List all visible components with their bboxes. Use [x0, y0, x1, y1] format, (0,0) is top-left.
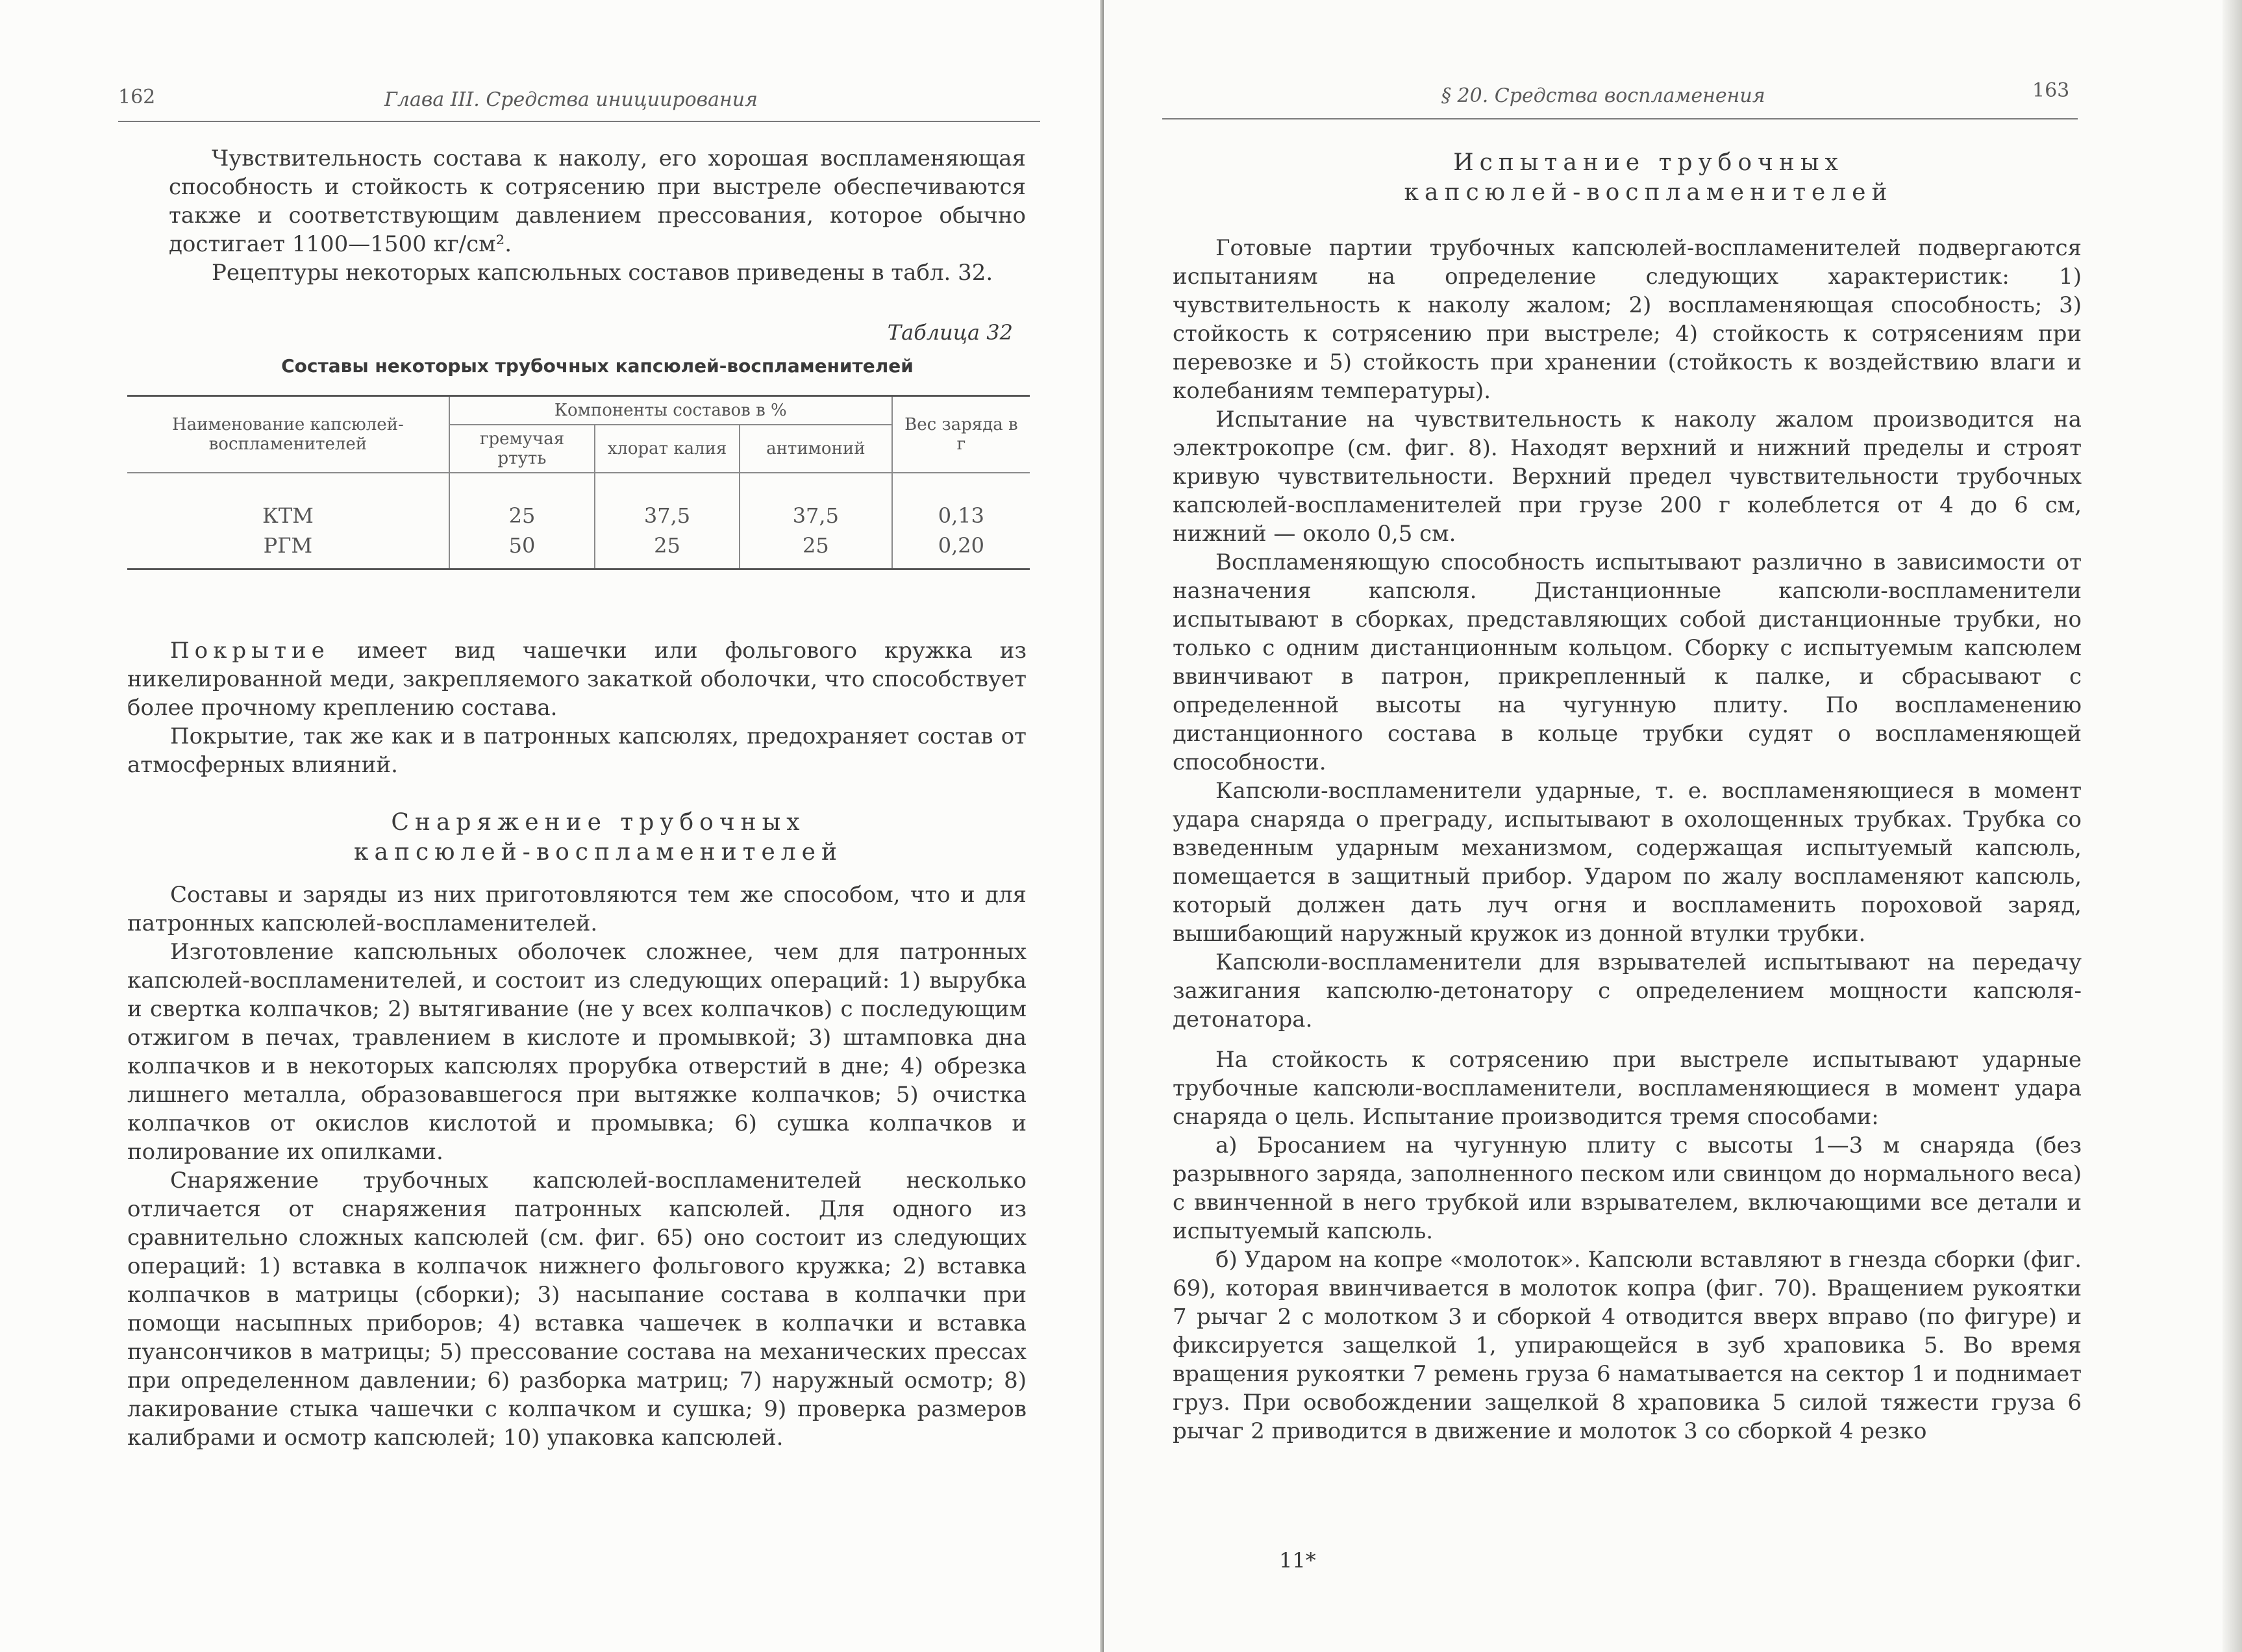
- table-subheader: гремучая ртуть: [449, 425, 595, 473]
- cover-text: имеет вид чашечки или фольгового кружка из никелированной меди, закрепляемого закаткой оболочки, что способствует более прочному креплению состава.: [127, 638, 1027, 721]
- table-cell: 25: [740, 531, 892, 569]
- body-paragraph: Капсюли-воспламенители для взрывателей испытывают на передачу зажигания капсюлю-детонатору с определением мощности капсюля-детонатора.: [1173, 949, 2082, 1032]
- right-header-rule: [1162, 118, 2078, 119]
- table-cell: 0,20: [892, 531, 1030, 569]
- table-subheader: хлорат калия: [595, 425, 740, 473]
- section-title-testing-2: капсюлей-воспламенителей: [1404, 179, 1893, 206]
- body-paragraph: б) Ударом на копре «молоток». Капсюли вставляют в гнезда сборки (фиг. 69), которая ввинчивается в молоток копра (фиг. 70). Вращением рукоятки 7 рычаг 2 с молотком 3 и сборкой 4 отводится вверх вправо (по фигуре) и фиксируется защелкой 1, упирающейся в зуб храповика 5. Во время вращения рукоятки 7 ремень груза 6 наматывается на сектор 1 и поднимает груз. При освобождении защелкой 8 храповика 5 силой тяжести груза 6 рычаг 2 приводится в движение и молоток 3 со сборкой 4 резко: [1173, 1247, 2082, 1444]
- body-paragraph: Капсюли-воспламенители ударные, т. е. воспламеняющиеся в момент удара снаряда о преграду, испытывают в охолощенных трубках. Трубка со взведенным ударным механизмом, содержащая испытуемый капсюль, помещается в защитный прибор. Ударом по жалу воспламеняют капсюль, который должен дать луч огня и воспламенить пороховой заряд, вышибающий наружный кружок из донной втулки трубки.: [1173, 778, 2082, 947]
- right-body: [1173, 148, 2082, 1446]
- table-subheader: антимоний: [740, 425, 892, 473]
- right-page-number: 163: [2032, 79, 2070, 102]
- table-row: [127, 531, 1030, 569]
- left-intro: [169, 144, 1026, 381]
- table-cell: 25: [595, 531, 740, 569]
- section-title-equipping: Снаряжение трубочных: [391, 809, 806, 836]
- table-cell-name: РГМ: [127, 531, 449, 569]
- right-page: [1104, 0, 2242, 1652]
- body-paragraph: Снаряжение трубочных капсюлей-воспламенителей несколько отличается от снаряжения патронных капсюлей. Для одного из сравнительно сложных капсюлей (см. фиг. 65) оно состоит из следующих операций: 1) вставка в колпачок нижнего фольгового кружка; 2) вставка колпачков в матрицы (сборки); 3) насыпание состава в колпачки при помощи насыпных приборов; 4) вставка чашечек в колпачки и вставка пуансончиков в матрицы; 5) прессование состава на механических прессах при определенном давлении; 6) разборка матриц; 7) наружный осмотр; 8) лакирование стыка чашечки с колпачком и сушка; 9) проверка размеров калибрами и осмотр капсюлей; 10) упаковка капсюлей.: [127, 1168, 1027, 1451]
- table-cell: 25: [449, 473, 595, 531]
- left-page-number: 162: [118, 86, 156, 108]
- body-paragraph: Испытание на чувствительность к наколу жалом производится на электрокопре (см. фиг. 8). Находят верхний и нижний пределы и строят кривую чувствительности. Верхний предел чувствительности трубочных капсюлей-воспламенителей при грузе 200 г колеблется от 4 до 6 см, нижний — около 0,5 см.: [1173, 407, 2082, 547]
- body-paragraph: Составы и заряды из них приготовляются тем же способом, что и для патронных капсюлей-воспламенителей.: [127, 882, 1027, 936]
- table-title: Составы некоторых трубочных капсюлей-воспламенителей: [281, 355, 914, 377]
- table-cell: 50: [449, 531, 595, 569]
- section-title-equipping-2: капсюлей-воспламенителей: [354, 839, 843, 866]
- cover-paragraph-2: Покрытие, так же как и в патронных капсюлях, предохраняет состав от атмосферных влияний.: [127, 723, 1027, 778]
- intro-paragraph: Рецептуры некоторых капсюльных составов приведены в табл. 32.: [212, 260, 993, 286]
- table-cell: 37,5: [595, 473, 740, 531]
- body-paragraph: На стойкость к сотрясению при выстреле испытывают ударные трубочные капсюли-воспламенители, воспламеняющиеся в момент удара снаряда о цель. Испытание производится тремя способами:: [1173, 1047, 2082, 1130]
- section-title-testing: Испытание трубочных: [1453, 149, 1844, 176]
- body-paragraph: а) Бросанием на чугунную плиту с высоты 1—3 м снаряда (без разрывного заряда, заполненного песком или свинцом до нормального веса) с ввинченной в него трубкой или взрывателем, включающими все детали и испытуемый капсюль.: [1173, 1133, 2082, 1244]
- right-running-head: § 20. Средства воспламенения: [1441, 84, 1765, 107]
- body-paragraph: Готовые партии трубочных капсюлей-воспламенителей подвергаются испытаниям на определение следующих характеристик: 1) чувствительность к наколу жалом; 2) воспламеняющая способность; 3) стойкость к сотрясению при выстреле; 4) стойкость к сотрясениям при перевозке и 5) стойкость при хранении (стойкость к воздействию влаги и колебаниям температуры).: [1173, 235, 2082, 404]
- table-header-name: Наименование капсюлей-воспламенителей: [127, 396, 449, 473]
- body-paragraph: Воспламеняющую способность испытывают различно в зависимости от назначения капсюля. Дистанционные капсюли-воспламенители испытывают в сборках, представляющих собой дистанционные трубки, но только с одним дистанционным кольцом. Сборку с испытуемым капсюлем ввинчивают в патрон, прикрепленный к палке, и сбрасывают с определенной высоты на чугунную плиту. По воспламенению дистанционного состава в кольце трубки судят о воспламеняющей способности.: [1173, 549, 2082, 775]
- table-cell-name: КТМ: [127, 473, 449, 531]
- table-header-weight: Вес заряда в г: [892, 396, 1030, 473]
- table-row: [127, 473, 1030, 531]
- table-caption: Таблица 32: [887, 320, 1013, 345]
- left-body: [127, 636, 1027, 1452]
- cover-term: Покрытие: [170, 638, 330, 664]
- intro-paragraph: Чувствительность состава к наколу, его хорошая воспламеняющая способность и стойкость к сотрясению при выстреле обеспечиваются также и соответствующим давлением прессования, которое обычно достигает 1100—1500 кг/см².: [169, 145, 1026, 257]
- table-cell: 37,5: [740, 473, 892, 531]
- signature-mark: 11*: [1279, 1548, 1316, 1573]
- table-header-components: Компоненты составов в %: [449, 396, 892, 425]
- cover-paragraph: [127, 636, 1027, 722]
- page-edge-shadow: [2223, 0, 2242, 1652]
- body-paragraph: Изготовление капсюльных оболочек сложнее, чем для патронных капсюлей-воспламенителей, и состоит из следующих операций: 1) вырубка и свертка колпачков; 2) вытягивание (не у всех колпачков) с последующим отжигом в печах, травлением в кислоте и промывкой; 3) штамповка дна колпачков и в некоторых капсюлях прорубка отверстий в дне; 4) обрезка лишнего металла, образовавшегося при вытяжке колпачков; 5) очистка колпачков от окислов кислотой и промывка; 6) сушка колпачков и полирование их опилками.: [127, 939, 1027, 1165]
- left-page: [0, 0, 1107, 1652]
- composition-table: [127, 395, 1030, 570]
- left-running-head: Глава III. Средства инициирования: [384, 88, 758, 111]
- left-header-rule: [118, 121, 1040, 122]
- table-cell: 0,13: [892, 473, 1030, 531]
